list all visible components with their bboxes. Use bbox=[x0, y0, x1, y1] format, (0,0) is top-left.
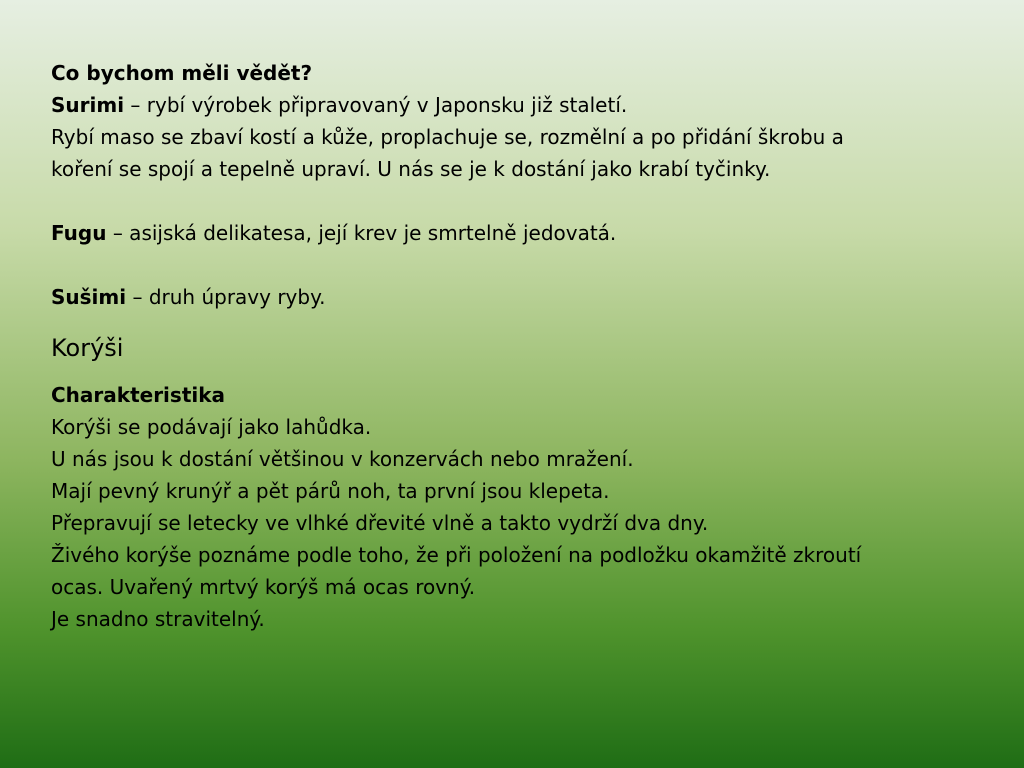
section-line-3: Mají pevný krunýř a pět párů noh, ta první jsou klepeta. bbox=[51, 479, 610, 503]
surimi-description-line-2: koření se spojí a tepelně upraví. U nás se je k dostání jako krabí tyčinky. bbox=[51, 157, 771, 181]
section-line-1: Korýši se podávají jako lahůdka. bbox=[51, 415, 372, 439]
spacer bbox=[51, 185, 991, 217]
surimi-term: Surimi bbox=[51, 93, 125, 117]
susimi-line bbox=[51, 281, 991, 313]
surimi-text: – rybí výrobek připravovaný v Japonsku již staletí. bbox=[124, 93, 628, 117]
section-line-7: Je snadno stravitelný. bbox=[51, 607, 265, 631]
spacer bbox=[51, 249, 991, 281]
intro-heading: Co bychom měli vědět? bbox=[51, 61, 313, 85]
susimi-text: – druh úpravy ryby. bbox=[126, 285, 326, 309]
section-line-5: Živého korýše poznáme podle toho, že při položení na podložku okamžitě zkroutí bbox=[51, 543, 862, 567]
susimi-term: Sušimi bbox=[51, 285, 127, 309]
section-line-2: U nás jsou k dostání většinou v konzervách nebo mražení. bbox=[51, 447, 634, 471]
section-title: Korýši bbox=[51, 334, 124, 362]
fugu-term: Fugu bbox=[51, 221, 107, 245]
section-line-6: ocas. Uvařený mrtvý korýš má ocas rovný. bbox=[51, 575, 476, 599]
surimi-description-line-1: Rybí maso se zbaví kostí a kůže, proplachuje se, rozmělní a po přidání škrobu a bbox=[51, 125, 844, 149]
section-subheading: Charakteristika bbox=[51, 383, 226, 407]
slide-content bbox=[51, 57, 991, 635]
section-line-4: Přepravují se letecky ve vlhké dřevité vlně a takto vydrží dva dny. bbox=[51, 511, 709, 535]
fugu-text: – asijská delikatesa, její krev je smrtelně jedovatá. bbox=[106, 221, 617, 245]
fugu-line bbox=[51, 217, 991, 249]
surimi-line bbox=[51, 89, 991, 121]
